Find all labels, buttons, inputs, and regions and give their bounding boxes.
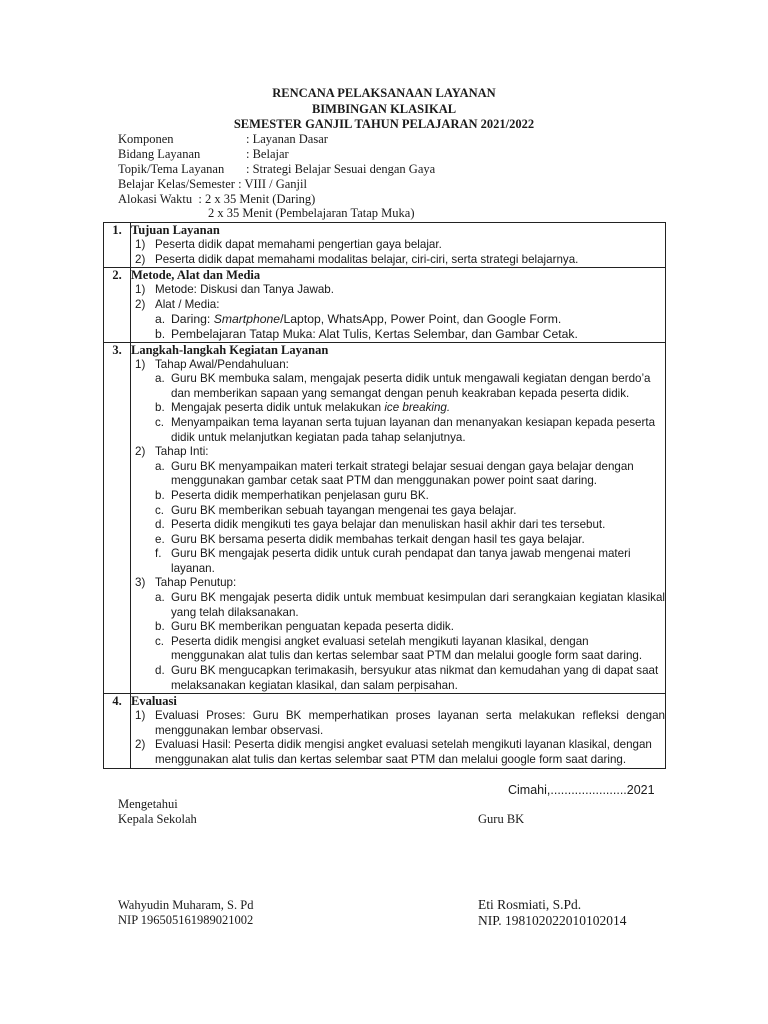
- list-marker: d.: [155, 518, 165, 532]
- list-text: Peserta didik dapat memahami modalitas belajar, ciri-ciri, serta strategi belajarnya.: [155, 252, 579, 266]
- list-text: Peserta didik mengikuti tes gaya belajar dan menuliskan hasil akhir dari tes tersebut.: [171, 518, 606, 532]
- sub-list-item: [131, 460, 665, 489]
- list-marker: a.: [155, 591, 165, 605]
- list-text: Menyampaikan tema layanan serta tujuan layanan dan menanyakan kesiapan kepada peserta didik untuk melanjutkan kegiatan pada tahap selanjutnya.: [171, 415, 656, 444]
- section-content: [131, 694, 666, 768]
- section-title: Langkah-langkah Kegiatan Layanan: [131, 342, 329, 357]
- guru-bk-name: Eti Rosmiati, S.Pd.: [478, 897, 582, 912]
- text-run: Daring:: [171, 312, 214, 327]
- list-item: [131, 709, 665, 738]
- list-item: [131, 238, 665, 253]
- list-marker: b.: [155, 401, 165, 415]
- meta-topik-value: : Strategi Belajar Sesuai dengan Gaya: [246, 162, 436, 176]
- list-text: [171, 312, 665, 327]
- list-text: Guru BK menyampaikan materi terkait strategi belajar sesuai dengan gaya belajar dengan menggunakan gambar cetak saat PTM dan menggunakan power point saat daring.: [171, 459, 634, 488]
- list-item: [131, 298, 665, 313]
- text-run: /Laptop, WhatsApp, Power Point, dan Google Form.: [280, 312, 562, 327]
- sub-list-item: [131, 327, 665, 342]
- list-text: Tahap Awal/Pendahuluan:: [155, 357, 289, 371]
- list-marker: c.: [155, 634, 165, 648]
- section-number: 4.: [104, 694, 131, 768]
- guru-bk-nip: NIP. 198102022010102014: [478, 913, 627, 928]
- italic-text: ice breaking.: [384, 401, 451, 415]
- list-text: Peserta didik mengisi angket evaluasi setelah mengikuti layanan klasikal, dengan menggunakan alat tulis dan kertas selembar saat PTM dan melalui google form saat daring.: [171, 634, 643, 663]
- meta-komponen: [118, 132, 328, 147]
- list-marker: 2): [135, 445, 146, 459]
- meta-alokasi-waktu-1: Alokasi Waktu : 2 x 35 Menit (Daring): [118, 192, 316, 206]
- list-item: [131, 283, 665, 298]
- list-marker: c.: [155, 503, 165, 517]
- sub-list-item: [131, 518, 665, 533]
- document-title-line-2: BIMBINGAN KLASIKAL: [311, 102, 457, 116]
- place-date: Cimahi,......................2021: [508, 783, 655, 797]
- sub-list-item: [131, 635, 665, 664]
- section-number: 3.: [104, 342, 131, 694]
- list-text: Peserta didik dapat memahami pengertian gaya belajar.: [155, 238, 442, 251]
- list-item: [131, 445, 665, 460]
- sub-list-item: [131, 664, 665, 693]
- list-text: Guru BK mengucapkan terimakasih, bersyukur atas nikmat dan kemudahan yang di dapat saat melaksanakan kegiatan klasikal, dan salam perpisahan.: [171, 664, 659, 692]
- text-run: Mengajak peserta didik untuk melakukan: [171, 401, 385, 415]
- list-marker: a.: [155, 312, 166, 327]
- meta-komponen-value: : Layanan Dasar: [246, 132, 328, 146]
- list-text: Guru BK bersama peserta didik membahas terkait dengan hasil tes gaya belajar.: [171, 532, 585, 546]
- list-marker: 1): [135, 283, 146, 297]
- list-text: Evaluasi Hasil: Peserta didik mengisi angket evaluasi setelah mengikuti layanan klasikal, dengan menggunakan alat tulis dan kertas selembar saat PTM dan melalui google form saat daring.: [155, 738, 652, 766]
- list-marker: 1): [135, 238, 146, 251]
- list-text: Guru BK membuka salam, mengajak peserta didik untuk mengawali kegiatan dengan berdo’a dan memberikan sapaan yang semangat dengan penuh keakraban kepada peserta didik.: [171, 372, 651, 400]
- guru-bk-label: Guru BK: [478, 812, 525, 826]
- list-text: Tahap Penutup:: [155, 576, 237, 590]
- list-text: Guru BK memberikan sebuah tayangan mengenai tes gaya belajar.: [171, 503, 517, 517]
- sub-list-item: [131, 504, 665, 519]
- list-text: Guru BK memberikan penguatan kepada peserta didik.: [171, 620, 454, 634]
- section-evaluasi: [104, 694, 666, 768]
- list-text: Guru BK mengajak peserta didik untuk curah pendapat dan tanya jawab mengenai materi layanan.: [171, 547, 631, 575]
- kepala-sekolah-name: Wahyudin Muharam, S. Pd: [118, 898, 254, 912]
- list-marker: 1): [135, 357, 146, 371]
- meta-topik-label: Topik/Tema Layanan: [118, 162, 225, 176]
- sub-list-item: [131, 591, 665, 620]
- list-marker: b.: [155, 488, 165, 502]
- list-marker: 2): [135, 297, 146, 311]
- list-marker: d.: [155, 664, 165, 678]
- meta-kelas-semester: Belajar Kelas/Semester : VIII / Ganjil: [118, 177, 307, 191]
- list-marker: 2): [135, 738, 146, 752]
- list-item: [131, 576, 665, 591]
- kepala-sekolah-nip: NIP 196505161989021002: [118, 913, 254, 927]
- section-tujuan-layanan: [104, 223, 666, 268]
- list-marker: 2): [135, 252, 146, 266]
- list-text: Guru BK mengajak peserta didik untuk membuat kesimpulan dari serangkaian kegiatan klasikal yang telah dilaksanakan.: [171, 591, 665, 619]
- sub-list-item: [131, 533, 665, 548]
- sub-list-item: [131, 401, 665, 416]
- list-marker: f.: [155, 547, 162, 561]
- list-marker: 1): [135, 709, 146, 723]
- list-marker: a.: [155, 459, 165, 473]
- list-marker: b.: [155, 620, 165, 634]
- section-title: Evaluasi: [131, 694, 177, 709]
- list-text: Alat / Media:: [155, 297, 220, 311]
- sub-list-item: [131, 620, 665, 635]
- meta-bidang: [118, 147, 289, 162]
- list-item: [131, 358, 665, 373]
- section-metode-alat-media: [104, 268, 666, 342]
- sub-list-item: [131, 547, 665, 576]
- section-langkah-kegiatan: [104, 342, 666, 694]
- sub-list-item: [131, 312, 665, 327]
- list-text: Pembelajaran Tatap Muka: Alat Tulis, Kertas Selembar, dan Gambar Cetak.: [171, 326, 578, 341]
- meta-bidang-label: Bidang Layanan: [118, 147, 201, 161]
- sub-list-item: [131, 416, 665, 445]
- meta-alokasi-waktu-2: 2 x 35 Menit (Pembelajaran Tatap Muka): [208, 206, 415, 220]
- section-content: [131, 342, 666, 694]
- list-text: Tahap Inti:: [155, 445, 209, 459]
- kepala-sekolah-label: Kepala Sekolah: [118, 812, 197, 826]
- sub-list-item: [131, 372, 665, 401]
- section-content: [131, 268, 666, 342]
- section-title: Metode, Alat dan Media: [131, 268, 261, 283]
- meta-topik: [118, 162, 435, 177]
- list-text: [171, 401, 665, 416]
- mengetahui-label: Mengetahui: [118, 797, 178, 811]
- list-marker: c.: [155, 415, 165, 429]
- list-marker: 3): [135, 576, 146, 590]
- rpl-table: [103, 222, 666, 769]
- section-number: 1.: [104, 223, 131, 268]
- italic-text: Smartphone: [213, 312, 281, 327]
- section-content: [131, 223, 666, 268]
- document-title-line-3: SEMESTER GANJIL TAHUN PELAJARAN 2021/2022: [233, 117, 535, 131]
- meta-bidang-value: : Belajar: [246, 147, 289, 161]
- document-title-line-1: RENCANA PELAKSANAAN LAYANAN: [272, 86, 496, 100]
- list-item: [131, 738, 665, 767]
- list-text: Peserta didik memperhatikan penjelasan guru BK.: [171, 488, 429, 502]
- section-title: Tujuan Layanan: [131, 223, 220, 237]
- list-text: Metode: Diskusi dan Tanya Jawab.: [155, 283, 334, 297]
- list-marker: a.: [155, 372, 165, 386]
- sub-list-item: [131, 489, 665, 504]
- list-marker: b.: [155, 326, 166, 341]
- meta-komponen-label: Komponen: [118, 132, 174, 146]
- section-number: 2.: [104, 268, 131, 342]
- list-text: Evaluasi Proses: Guru BK memperhatikan proses layanan serta melakukan refleksi dengan menggunakan lembar observasi.: [155, 709, 665, 737]
- list-marker: e.: [155, 532, 165, 546]
- list-item: [131, 253, 665, 268]
